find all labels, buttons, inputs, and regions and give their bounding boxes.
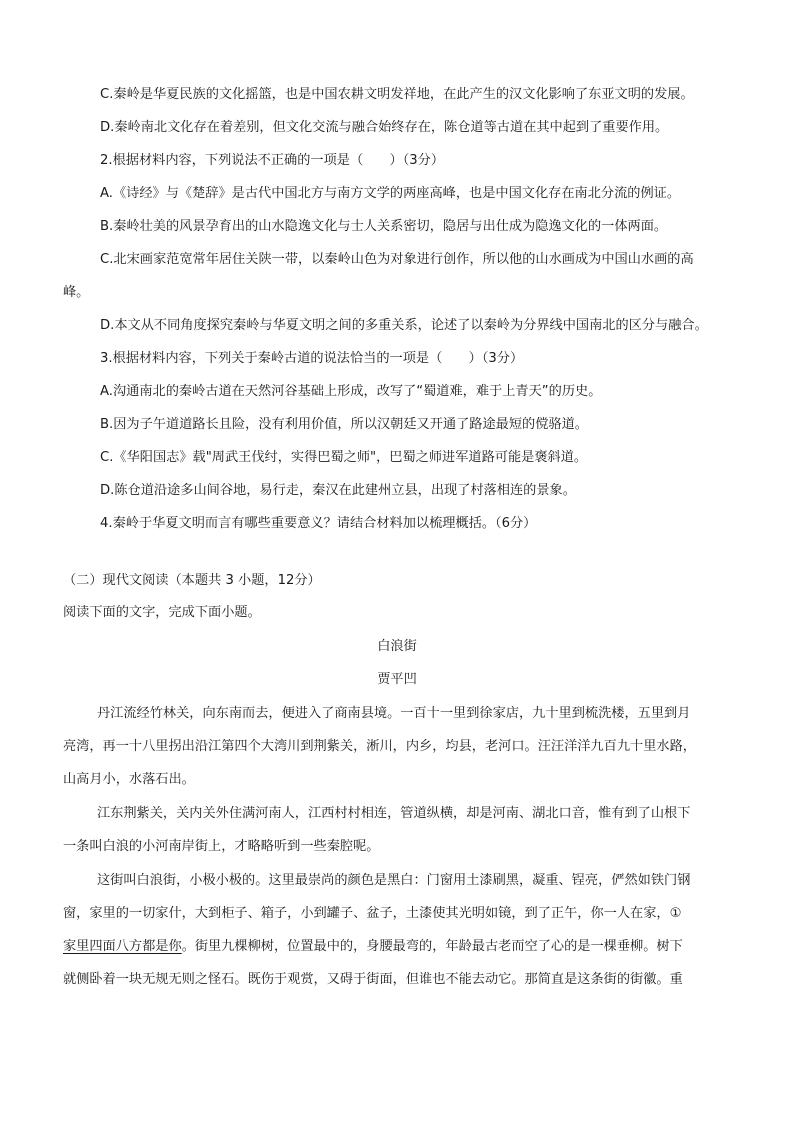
paragraph-2-line-1: 江东荆紫关，关内关外住满河南人，江西村村相连，管道纵横，却是河南、湖北口音，惟有到了山根下 bbox=[97, 806, 691, 821]
paragraph-3-line-1: 这街叫白浪街，小极小极的。这里最崇尚的颜色是黑白：门窗用土漆刷黑，凝重、锃亮，俨然如铁门钢 bbox=[97, 873, 691, 888]
paragraph-3-line-2: 窗，家里的一切家什，大到柜子、箱子，小到罐子、盆子，土漆使其光明如镜，到了正午，你一人在家，① bbox=[63, 906, 682, 921]
paragraph-3-line-4: 就侧卧着一块无规无则之怪石。既伤于观赏，又碍于街面，但谁也不能去动它。那简直是这条街的街徽。重 bbox=[63, 972, 683, 987]
q3-option-a: A.沟通南北的秦岭古道在天然河谷基础上形成，改写了“蜀道难，难于上青天”的历史。 bbox=[100, 384, 602, 399]
q2-option-c-line2: 峰。 bbox=[63, 285, 90, 300]
paragraph-3-line-3-rest: 。街里九棵柳树，位置最中的，身腰最弯的，年龄最古老而空了心的是一棵垂柳。树下 bbox=[181, 939, 683, 954]
paragraph-1-line-2: 亮湾，再一十八里拐出沿江第四个大湾川到荆紫关，淅川，内乡，均县，老河口。汪汪洋洋九百九十里水路， bbox=[63, 739, 696, 754]
q3-stem: 3.根据材料内容，下列关于秦岭古道的说法恰当的一项是（ ）（3分） bbox=[100, 351, 524, 366]
section-heading: （二）现代文阅读（本题共 3 小题，12分） bbox=[63, 573, 321, 588]
reading-instruction: 阅读下面的文字，完成下面小题。 bbox=[63, 605, 261, 620]
paragraph-3-line-3 bbox=[63, 936, 683, 958]
paragraph-2-line-2: 一条叫白浪的小河南岸街上，才略略听到一些秦腔呢。 bbox=[63, 839, 380, 854]
underlined-phrase-1: 家里四面八方都是你 bbox=[63, 939, 182, 954]
q3-option-b: B.因为子午道道路长且险，没有利用价值，所以汉朝廷又开通了路途最短的傥骆道。 bbox=[100, 417, 588, 432]
q2-stem: 2.根据材料内容，下列说法不正确的一项是（ ）（3分） bbox=[100, 153, 445, 168]
q3-option-d: D.陈仓道沿途多山间谷地，易行走，秦汉在此建州立县，出现了村落相连的景象。 bbox=[100, 483, 576, 498]
paragraph-1-line-3: 山高月小，水落石出。 bbox=[63, 772, 195, 787]
q1-option-d: D.秦岭南北文化存在着差别，但文化交流与融合始终存在，陈仓道等古道在其中起到了重要作用。 bbox=[100, 120, 669, 135]
q2-option-b: B.秦岭壮美的风景孕育出的山水隐逸文化与士人关系密切，隐居与出仕成为隐逸文化的一体两面。 bbox=[100, 219, 668, 234]
q2-option-c-line1: C.北宋画家范宽常年居住关陕一带，以秦岭山色为对象进行创作，所以他的山水画成为中国山水画的高 bbox=[100, 252, 694, 267]
q4-stem: 4.秦岭于华夏文明而言有哪些重要意义？请结合材料加以梳理概括。（6分） bbox=[100, 516, 537, 531]
article-title: 白浪街 bbox=[377, 639, 417, 654]
q2-option-a: A.《诗经》与《楚辞》是古代中国北方与南方文学的两座高峰，也是中国文化存在南北分流的例证。 bbox=[100, 186, 681, 201]
q1-option-c: C.秦岭是华夏民族的文化摇篮，也是中国农耕文明发祥地，在此产生的汉文化影响了东亚文明的发展。 bbox=[100, 87, 694, 102]
q3-option-c: C.《华阳国志》载"周武王伐纣，实得巴蜀之师"，巴蜀之师进军道路可能是褒斜道。 bbox=[100, 450, 588, 465]
article-author: 贾平凹 bbox=[377, 672, 417, 687]
q2-option-d: D.本文从不同角度探究秦岭与华夏文明之间的多重关系，论述了以秦岭为分界线中国南北的区分与融合。 bbox=[100, 318, 708, 333]
paragraph-1-line-1: 丹江流经竹林关，向东南而去，便进入了商南县境。一百十一里到徐家店，九十里到梳洗楼，五里到月 bbox=[97, 706, 691, 721]
